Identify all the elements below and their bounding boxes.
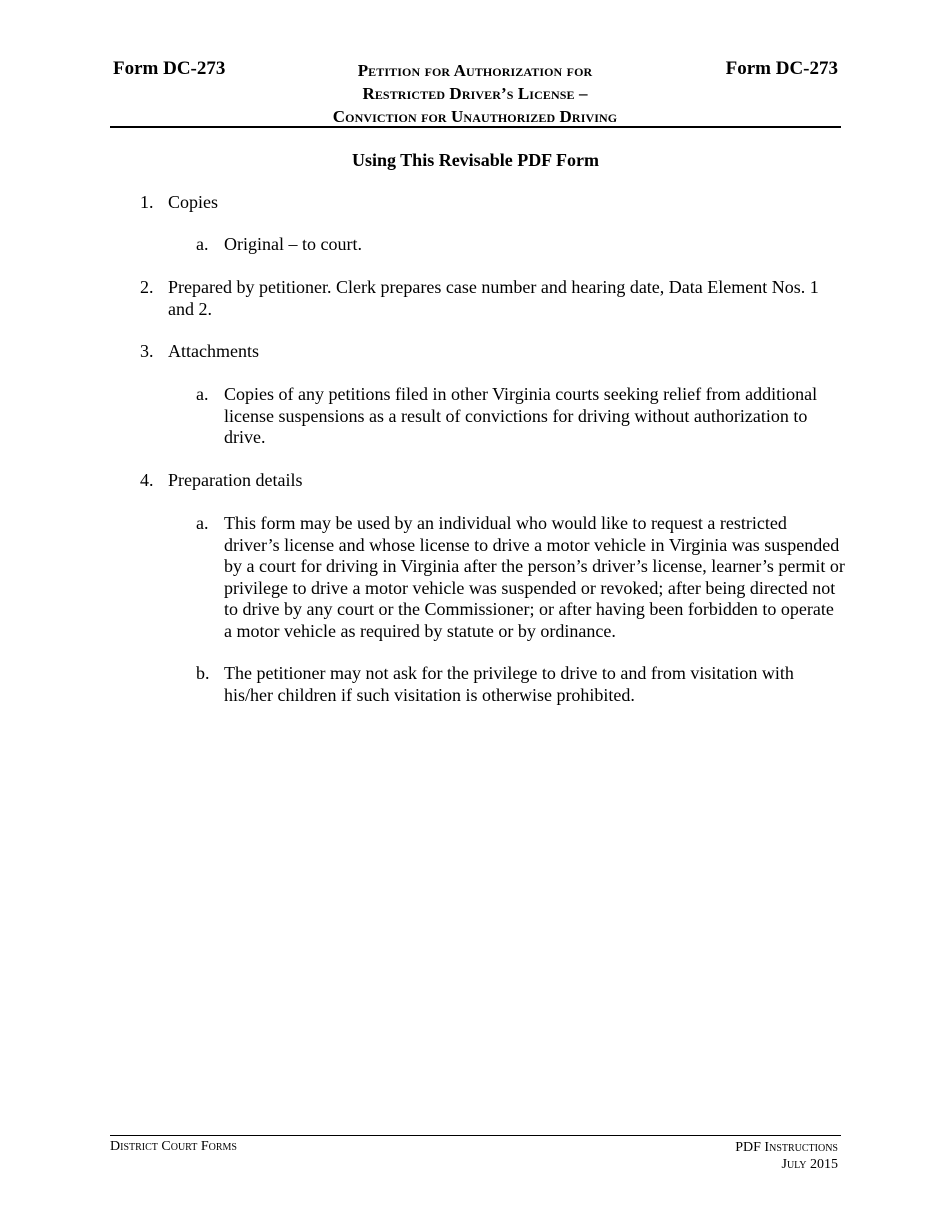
form-number-left: Form DC-273	[113, 58, 226, 79]
footer-right-block	[735, 1139, 838, 1173]
item-text: Preparation details	[168, 470, 303, 490]
subitem-letter: a.	[196, 234, 209, 254]
item-number: 3.	[140, 341, 154, 361]
footer-right-line-1: PDF Instructions	[735, 1140, 838, 1155]
form-number-right: Form DC-273	[725, 58, 838, 79]
subitem-letter: b.	[196, 663, 210, 683]
subitem-text: Original – to court.	[224, 234, 362, 254]
subitem-text: This form may be used by an individual who would like to request a restricted driver’s license and whose license to drive a motor vehicle in Virginia was suspended by a court for driving in Virginia after the person’s driver’s license, learner’s permit or privilege to drive a motor vehicle was suspended or revoked; after being directed not to drive by any court or the Commissioner; or after having been forbidden to operate a motor vehicle as required by statute or by ordinance.	[224, 513, 845, 641]
item-number: 1.	[140, 192, 154, 212]
item-text: Attachments	[168, 341, 259, 361]
subitem-letter: a.	[196, 384, 209, 404]
title-line-2: Restricted Driver’s License –	[362, 84, 588, 103]
item-number: 2.	[140, 277, 154, 297]
item-text: Prepared by petitioner. Clerk prepares case number and hearing date, Data Element Nos. 1 and 2.	[168, 277, 819, 319]
item-number: 4.	[140, 470, 154, 490]
page-header	[110, 56, 840, 126]
subitem-text: Copies of any petitions filed in other Virginia courts seeking relief from additional license suspensions as a result of convictions for driving without authorization to drive.	[224, 384, 818, 447]
footer-right-line-2: July 2015	[781, 1157, 838, 1172]
title-line-1: Petition for Authorization for	[357, 61, 593, 80]
footer-left-text: District Court Forms	[110, 1139, 237, 1154]
subitem-text: The petitioner may not ask for the privilege to drive to and from visitation with his/her children if such visitation is otherwise prohibited.	[224, 663, 794, 705]
document-title	[270, 59, 680, 128]
header-divider	[110, 126, 841, 128]
subitem-letter: a.	[196, 513, 209, 533]
title-line-3: Conviction for Unauthorized Driving	[332, 107, 618, 126]
footer-divider	[110, 1135, 841, 1136]
item-text: Copies	[168, 192, 219, 212]
section-heading: Using This Revisable PDF Form	[351, 150, 599, 170]
